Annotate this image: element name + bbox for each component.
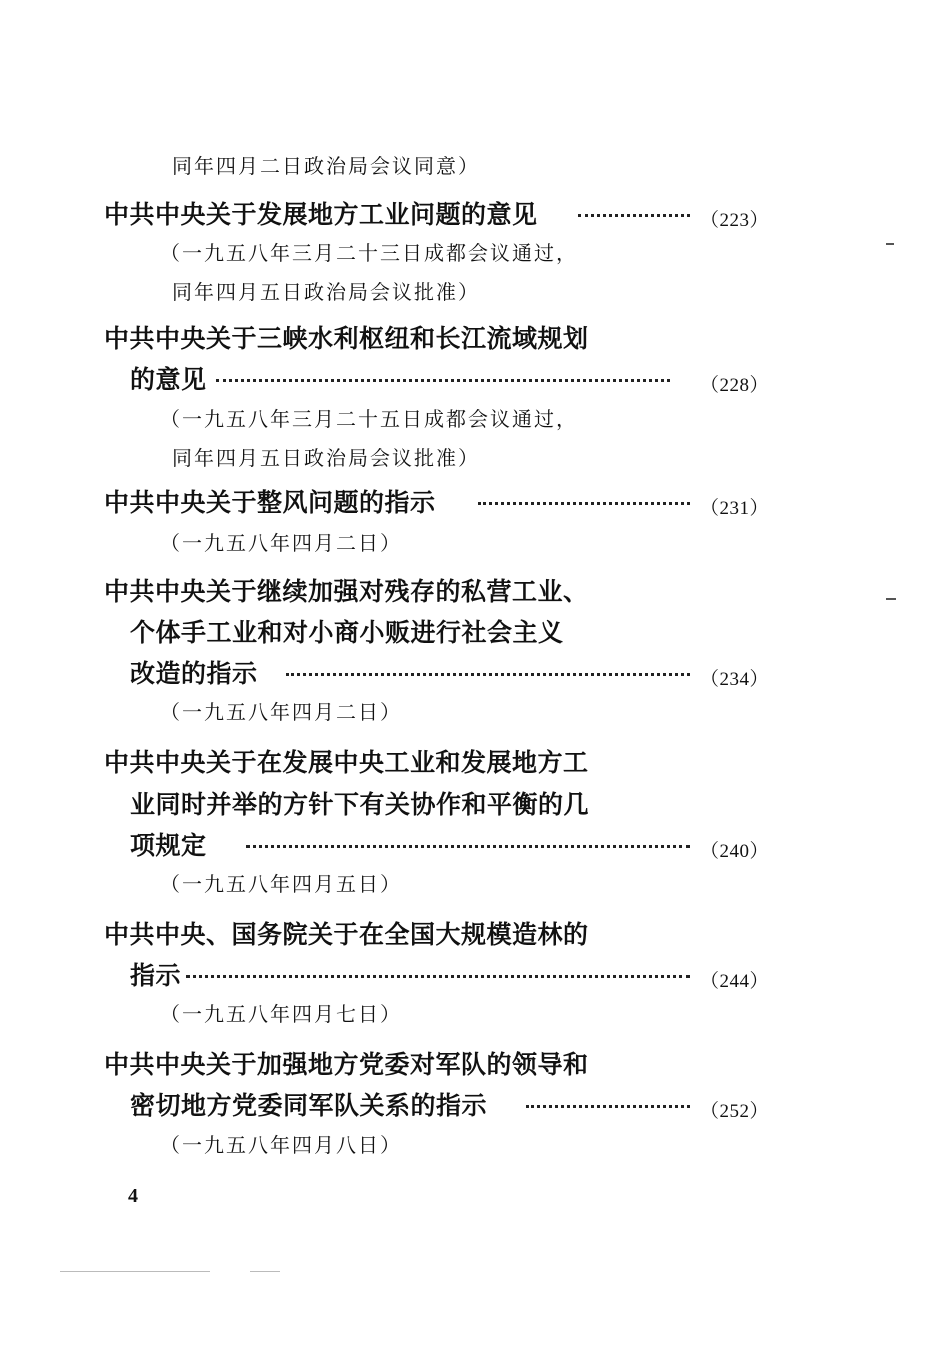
entry-title: 项规定 [130,831,207,860]
dot-leader [246,845,690,848]
entry-title: 中共中央关于在发展中央工业和发展地方工 [104,748,589,777]
entry-date: 同年四月五日政治局会议批准） [172,446,480,470]
continued-date-note: 同年四月二日政治局会议同意） [172,154,480,178]
scan-mark [250,1271,280,1272]
entry-date: （一九五八年四月二日） [160,700,402,724]
entry-title: 中共中央关于继续加强对残存的私营工业、 [104,577,589,606]
entry-date: （一九五八年四月七日） [160,1002,402,1026]
entry-title: 中共中央、国务院关于在全国大规模造林的 [104,920,589,949]
entry-title: 个体手工业和对小商小贩进行社会主义 [130,618,564,647]
entry-title: 改造的指示 [130,659,258,688]
entry-title: 的意见 [130,365,207,394]
entry-date: （一九五八年三月二十三日成都会议通过， [160,241,578,265]
entry-title: 中共中央关于三峡水利枢纽和长江流域规划 [104,324,589,353]
entry-date: （一九五八年三月二十五日成都会议通过， [160,407,578,431]
entry-title: 业同时并举的方针下有关协作和平衡的几 [130,790,590,819]
dot-leader [286,673,690,676]
page-reference: （234） [700,669,770,690]
entry-title: 中共中央关于整风问题的指示 [104,488,436,517]
page-reference: （231） [700,498,770,519]
entry-title: 密切地方党委同军队关系的指示 [130,1091,488,1120]
page-reference: （228） [700,375,770,396]
dot-leader [186,975,690,978]
dot-leader [478,502,690,505]
page-reference: （244） [700,971,770,992]
dot-leader [578,214,690,217]
page-reference: （223） [700,210,770,231]
dot-leader [216,379,670,382]
entry-title: 中共中央关于发展地方工业问题的意见 [104,200,538,229]
entry-date: （一九五八年四月八日） [160,1133,402,1157]
entry-date: （一九五八年四月二日） [160,531,402,555]
page-reference: （252） [700,1101,770,1122]
scan-mark [60,1271,210,1272]
entry-title: 指示 [130,961,182,990]
page-number: 4 [128,1185,138,1207]
entry-date: （一九五八年四月五日） [160,872,402,896]
dot-leader [526,1105,690,1108]
page-reference: （240） [700,841,770,862]
scan-mark [886,243,894,245]
scan-mark [886,598,896,600]
entry-date: 同年四月五日政治局会议批准） [172,280,480,304]
entry-title: 中共中央关于加强地方党委对军队的领导和 [104,1050,589,1079]
